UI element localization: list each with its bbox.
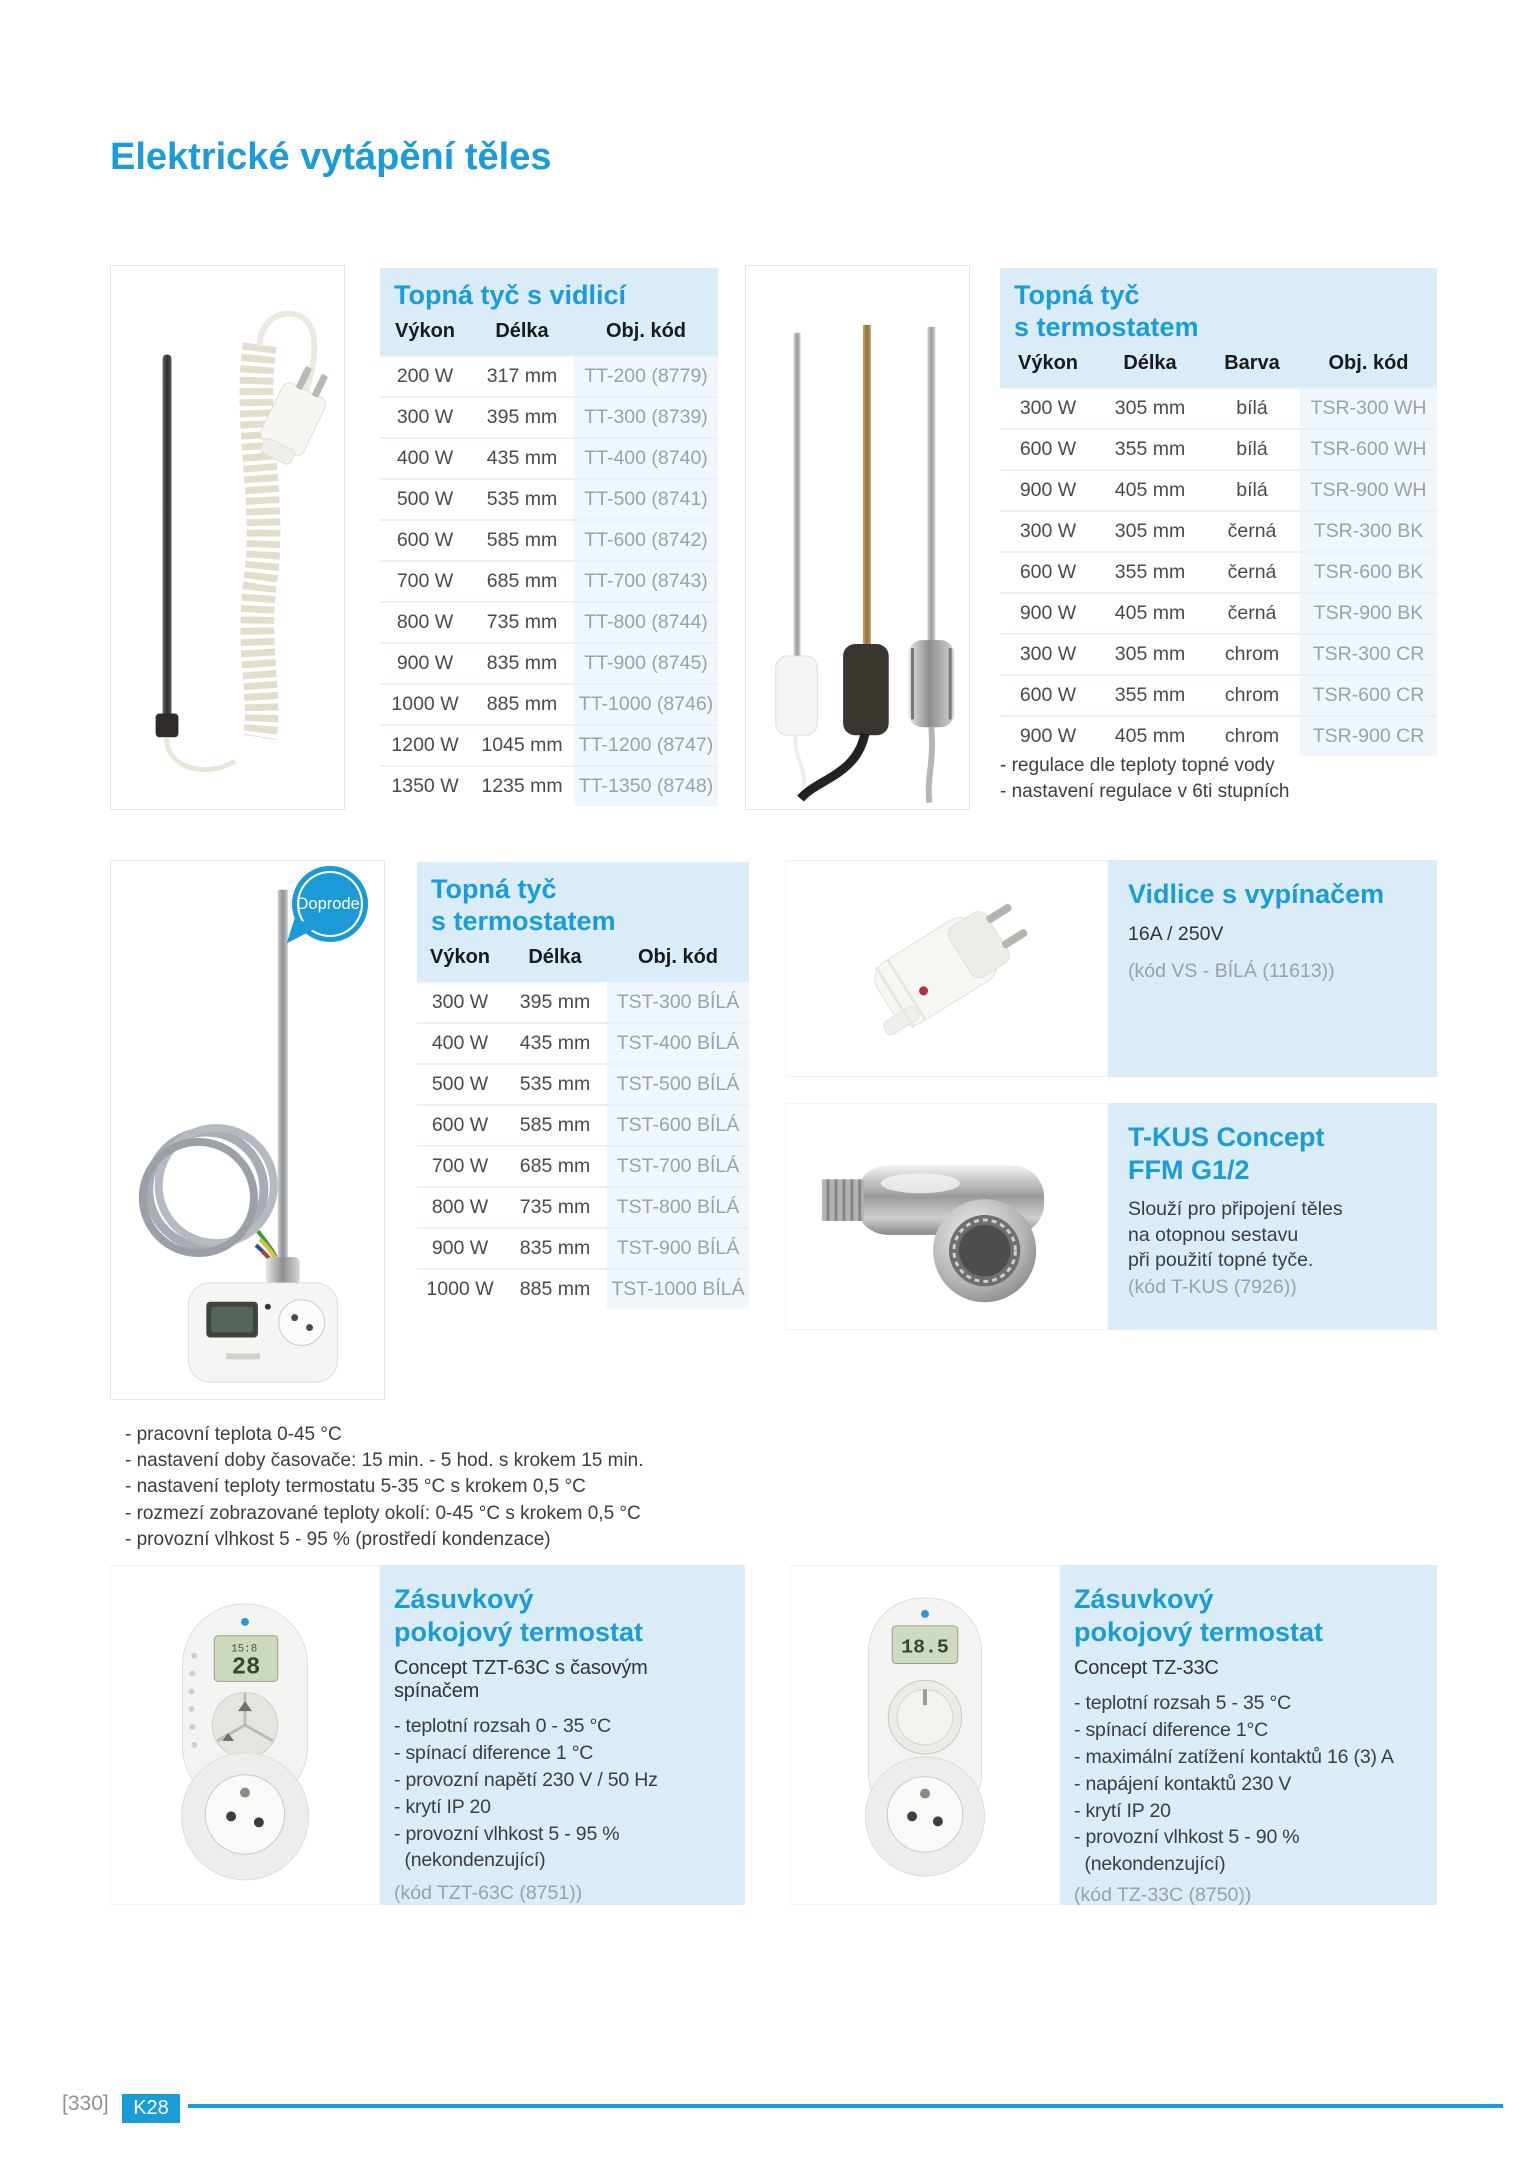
table-row [417, 1146, 749, 1187]
cell-obj-kod: TT-500 (8741) [574, 479, 718, 520]
cell-delka: 535 mm [470, 479, 574, 520]
cell-vykon: 900 W [417, 1228, 503, 1269]
col-header-vykon: Výkon [1000, 348, 1096, 388]
table-row [380, 766, 718, 806]
table-row [1000, 470, 1437, 511]
table-row [1000, 552, 1437, 593]
note-line: - pracovní teplota 0-45 °C [125, 1424, 342, 1445]
cell-delka: 585 mm [470, 520, 574, 561]
cell-obj-kod: TT-300 (8739) [574, 397, 718, 438]
table-topna-tyc-s-termostatem-tsr [1000, 268, 1437, 756]
note-line: - regulace dle teploty topné vody [1000, 755, 1275, 776]
plug-photo-graphic [786, 861, 1107, 1076]
cell-vykon: 300 W [1000, 388, 1096, 429]
spec-line: - krytí IP 20 [394, 1795, 491, 1818]
table-row [380, 438, 718, 479]
cell-delka: 435 mm [503, 1023, 607, 1064]
cell-delka: 435 mm [470, 438, 574, 479]
cell-delka: 405 mm [1096, 716, 1204, 756]
cell-delka: 735 mm [503, 1187, 607, 1228]
vidlice-spec: 16A / 250V [1128, 922, 1224, 945]
cell-vykon: 200 W [380, 356, 470, 397]
cell-vykon: 900 W [1000, 470, 1096, 511]
cell-delka: 1045 mm [470, 725, 574, 766]
table-row [417, 1105, 749, 1146]
cell-vykon: 300 W [1000, 634, 1096, 675]
cell-obj-kod: TST-400 BÍLÁ [607, 1023, 749, 1064]
cell-delka: 885 mm [503, 1269, 607, 1309]
col-header-kod: Obj. kód [1300, 348, 1437, 388]
tz33c-subtitle: Concept TZ-33C [1074, 1656, 1219, 1679]
vidlice-code: (kód VS - BÍLÁ (11613)) [1128, 959, 1335, 982]
panel-tkus [1108, 1103, 1437, 1330]
spec-line: - spínací diference 1°C [1074, 1718, 1268, 1741]
tzt63c-photo-graphic [111, 1566, 379, 1904]
col-header-vykon: Výkon [417, 942, 503, 982]
cell-delka: 317 mm [470, 356, 574, 397]
col-header-kod: Obj. kód [607, 942, 749, 982]
cell-delka: 585 mm [503, 1105, 607, 1146]
page-title: Elektrické vytápění těles [110, 136, 552, 178]
tzt63c-specs [394, 1713, 727, 1874]
cell-vykon: 800 W [380, 602, 470, 643]
cell-obj-kod: TSR-300 WH [1300, 388, 1437, 429]
tsr-notes [1000, 753, 1440, 805]
col-header-kod: Obj. kód [574, 316, 718, 356]
col-header-delka: Délka [503, 942, 607, 982]
three-rods-photo-graphic [746, 266, 969, 809]
cell-vykon: 400 W [417, 1023, 503, 1064]
table-row [380, 479, 718, 520]
cell-obj-kod: TT-200 (8779) [574, 356, 718, 397]
description-line: na otopnou sestavu [1128, 1223, 1299, 1246]
cell-barva: chrom [1204, 675, 1300, 716]
photo-rod-with-thermostat-unit [110, 860, 385, 1400]
cell-barva: bílá [1204, 470, 1300, 511]
cell-vykon: 600 W [1000, 675, 1096, 716]
table-row [1000, 511, 1437, 552]
cell-delka: 405 mm [1096, 593, 1204, 634]
note-line: - nastavení teploty termostatu 5-35 °C s krokem 0,5 °C [125, 1476, 586, 1498]
cell-obj-kod: TSR-300 BK [1300, 511, 1437, 552]
cell-vykon: 900 W [380, 643, 470, 684]
lcd-temperature-reading: 28 [231, 1654, 261, 1682]
cell-obj-kod: TT-400 (8740) [574, 438, 718, 479]
spec-line: - teplotní rozsah 0 - 35 °C [394, 1714, 612, 1737]
cell-barva: černá [1204, 593, 1300, 634]
tzt63c-title: Zásuvkový pokojový termostat [394, 1584, 644, 1647]
rod-thermostat-photo-graphic [111, 861, 384, 1399]
table-title: Topná tyč s vidlicí [380, 268, 718, 316]
spec-line: - provozní vlhkost 5 - 95 % [394, 1822, 620, 1845]
cell-vykon: 600 W [1000, 429, 1096, 470]
cell-delka: 355 mm [1096, 675, 1204, 716]
spec-line: - napájení kontaktů 230 V [1074, 1772, 1292, 1795]
cell-vykon: 400 W [380, 438, 470, 479]
cell-delka: 355 mm [1096, 429, 1204, 470]
spec-line: - krytí IP 20 [1074, 1799, 1171, 1822]
cell-barva: bílá [1204, 429, 1300, 470]
cell-barva: černá [1204, 511, 1300, 552]
cell-vykon: 700 W [380, 561, 470, 602]
spec-line: - provozní vlhkost 5 - 90 % [1074, 1826, 1300, 1849]
table-row [380, 356, 718, 397]
cell-delka: 305 mm [1096, 388, 1204, 429]
photo-heating-rod-with-coiled-cable [110, 265, 345, 810]
description-line: Slouží pro připojení těles [1128, 1197, 1343, 1220]
cell-obj-kod: TT-900 (8745) [574, 643, 718, 684]
col-header-vykon: Výkon [380, 316, 470, 356]
lcd-small-reading: 15:8 [231, 1643, 258, 1656]
cell-delka: 405 mm [1096, 470, 1204, 511]
description-line: při použití topné tyče. [1128, 1249, 1314, 1272]
cell-obj-kod: TT-1000 (8746) [574, 684, 718, 725]
cell-delka: 1235 mm [470, 766, 574, 806]
spec-line: - teplotní rozsah 5 - 35 °C [1074, 1691, 1292, 1714]
cell-barva: bílá [1204, 388, 1300, 429]
lcd-temperature-reading: 18.5 [901, 1635, 949, 1659]
cell-delka: 535 mm [503, 1064, 607, 1105]
cell-obj-kod: TSR-900 BK [1300, 593, 1437, 634]
photo-tkus-fitting [785, 1103, 1108, 1330]
heating-rod-photo-graphic [111, 266, 344, 809]
cell-obj-kod: TST-1000 BÍLÁ [607, 1269, 749, 1309]
table-topna-tyc-s-termostatem-tst [417, 862, 749, 1309]
table-title: Topná tyč s termostatem [1000, 268, 1437, 348]
cell-obj-kod: TST-600 BÍLÁ [607, 1105, 749, 1146]
cell-delka: 305 mm [1096, 511, 1204, 552]
table-title: Topná tyč s termostatem [417, 862, 749, 942]
cell-obj-kod: TSR-600 WH [1300, 429, 1437, 470]
table-topna-tyc-s-vidlici [380, 268, 718, 806]
spec-line: - spínací diference 1 °C [394, 1741, 594, 1764]
table-row [380, 643, 718, 684]
panel-tzt63c [380, 1565, 745, 1905]
table-row [417, 1269, 749, 1309]
cell-obj-kod: TSR-900 WH [1300, 470, 1437, 511]
col-header-delka: Délka [1096, 348, 1204, 388]
photo-thermostat-tz33c [790, 1565, 1060, 1905]
footer-divider-line [188, 2104, 1503, 2108]
table-row [380, 684, 718, 725]
table-row [380, 602, 718, 643]
table-row [1000, 675, 1437, 716]
photo-three-heating-rods [745, 265, 970, 810]
cell-barva: chrom [1204, 716, 1300, 756]
doprodej-badge-label: Doprodej [296, 894, 364, 913]
cell-vykon: 1350 W [380, 766, 470, 806]
footer-page-ref: [330] [62, 2092, 109, 2115]
tzt63c-code: (kód TZT-63C (8751)) [394, 1882, 583, 1905]
tz33c-code: (kód TZ-33C (8750)) [1074, 1884, 1252, 1907]
table-row [417, 1064, 749, 1105]
note-line: - nastavení regulace v 6ti stupních [1000, 781, 1290, 803]
photo-plug-with-switch [785, 860, 1108, 1077]
cell-vykon: 800 W [417, 1187, 503, 1228]
table-row [1000, 716, 1437, 756]
col-header-delka: Délka [470, 316, 574, 356]
vidlice-title: Vidlice s vypínačem [1128, 879, 1385, 909]
cell-obj-kod: TT-600 (8742) [574, 520, 718, 561]
table-row [417, 1023, 749, 1064]
tkus-description [1128, 1197, 1419, 1274]
cell-delka: 735 mm [470, 602, 574, 643]
table-row [1000, 429, 1437, 470]
cell-obj-kod: TST-800 BÍLÁ [607, 1187, 749, 1228]
cell-obj-kod: TSR-900 CR [1300, 716, 1437, 756]
cell-vykon: 700 W [417, 1146, 503, 1187]
spec-line: (nekondenzující) [1074, 1853, 1226, 1876]
cell-obj-kod: TT-1200 (8747) [574, 725, 718, 766]
table-row [380, 561, 718, 602]
tkus-code: (kód T-KUS (7926)) [1128, 1276, 1297, 1299]
cell-obj-kod: TST-300 BÍLÁ [607, 982, 749, 1023]
cell-delka: 835 mm [470, 643, 574, 684]
cell-obj-kod: TT-800 (8744) [574, 602, 718, 643]
panel-tz33c [1060, 1565, 1437, 1905]
cell-delka: 835 mm [503, 1228, 607, 1269]
note-line: - nastavení doby časovače: 15 min. - 5 hod. s krokem 15 min. [125, 1450, 644, 1472]
table-row [417, 1228, 749, 1269]
spec-line: (nekondenzující) [394, 1849, 546, 1872]
cell-obj-kod: TSR-600 BK [1300, 552, 1437, 593]
cell-delka: 395 mm [470, 397, 574, 438]
cell-delka: 885 mm [470, 684, 574, 725]
cell-vykon: 900 W [1000, 593, 1096, 634]
tkus-photo-graphic [786, 1104, 1107, 1329]
note-line: - provozní vlhkost 5 - 95 % (prostředí kondenzace) [125, 1528, 551, 1550]
table-row [1000, 593, 1437, 634]
photo-thermostat-tzt63c [110, 1565, 380, 1905]
panel-vidlice [1108, 860, 1437, 1077]
cell-vykon: 1000 W [380, 684, 470, 725]
table-row [380, 397, 718, 438]
cell-vykon: 300 W [417, 982, 503, 1023]
footer-section-code: K28 [122, 2094, 180, 2123]
col-header-barva: Barva [1204, 348, 1300, 388]
cell-obj-kod: TT-700 (8743) [574, 561, 718, 602]
spec-line: - maximální zatížení kontaktů 16 (3) A [1074, 1745, 1394, 1768]
cell-obj-kod: TSR-600 CR [1300, 675, 1437, 716]
tkus-title: T-KUS Concept FFM G1/2 [1128, 1122, 1325, 1185]
tz33c-title: Zásuvkový pokojový termostat [1074, 1584, 1324, 1647]
tz33c-specs [1074, 1690, 1419, 1878]
cell-obj-kod: TST-700 BÍLÁ [607, 1146, 749, 1187]
table-row [1000, 388, 1437, 429]
cell-obj-kod: TSR-300 CR [1300, 634, 1437, 675]
cell-obj-kod: TST-900 BÍLÁ [607, 1228, 749, 1269]
cell-vykon: 1000 W [417, 1269, 503, 1309]
cell-vykon: 600 W [380, 520, 470, 561]
cell-obj-kod: TST-500 BÍLÁ [607, 1064, 749, 1105]
table-row [380, 520, 718, 561]
cell-vykon: 1200 W [380, 725, 470, 766]
doprodej-badge [292, 866, 368, 942]
cell-vykon: 500 W [417, 1064, 503, 1105]
cell-delka: 355 mm [1096, 552, 1204, 593]
cell-vykon: 900 W [1000, 716, 1096, 756]
cell-vykon: 500 W [380, 479, 470, 520]
table-row [417, 982, 749, 1023]
table-row [1000, 634, 1437, 675]
table-row [380, 725, 718, 766]
cell-delka: 685 mm [503, 1146, 607, 1187]
tz33c-photo-graphic [791, 1566, 1059, 1904]
spec-line: - provozní napětí 230 V / 50 Hz [394, 1768, 658, 1791]
cell-delka: 685 mm [470, 561, 574, 602]
cell-barva: chrom [1204, 634, 1300, 675]
cell-vykon: 600 W [1000, 552, 1096, 593]
cell-vykon: 600 W [417, 1105, 503, 1146]
cell-barva: černá [1204, 552, 1300, 593]
cell-obj-kod: TT-1350 (8748) [574, 766, 718, 806]
table-row [417, 1187, 749, 1228]
tst-notes [125, 1422, 825, 1553]
tzt63c-subtitle: Concept TZT-63C s časovým spínačem [394, 1656, 648, 1702]
cell-vykon: 300 W [380, 397, 470, 438]
cell-delka: 305 mm [1096, 634, 1204, 675]
cell-vykon: 300 W [1000, 511, 1096, 552]
cell-delka: 395 mm [503, 982, 607, 1023]
note-line: - rozmezí zobrazované teploty okolí: 0-45 °C s krokem 0,5 °C [125, 1502, 641, 1524]
